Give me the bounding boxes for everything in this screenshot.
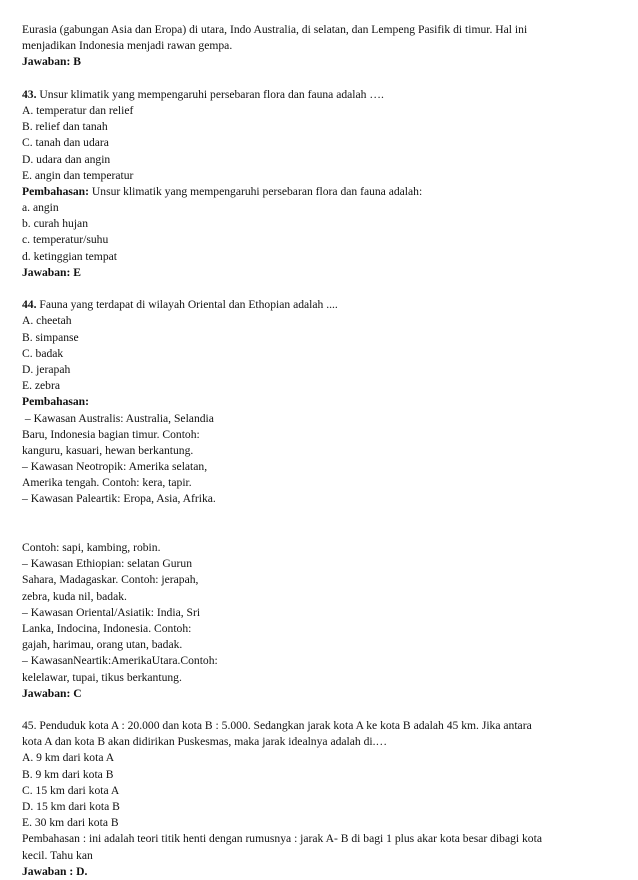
q45-discussion-line-2: kecil. Tahu kan — [22, 848, 93, 862]
q44-option-a: A. cheetah — [22, 314, 72, 328]
q44-line-b4: zebra, kuda nil, badak. — [22, 589, 127, 603]
q44-line-b1: Contoh: sapi, kambing, robin. — [22, 541, 161, 554]
document-page — [22, 22, 622, 880]
q44-line-a4: – Kawasan Neotropik: Amerika selatan, — [22, 460, 208, 474]
q44-option-e: E. zebra — [22, 379, 60, 393]
q44-text: Fauna yang terdapat di wilayah Oriental dan Ethopian adalah .... — [36, 298, 338, 312]
intro-line-1: Eurasia (gabungan Asia dan Eropa) di utara, Indo Australia, di selatan, dan Lempeng Pasifik di timur. Hal ini — [22, 23, 528, 36]
intro-line-2: menjadikan Indonesia menjadi rawan gempa. — [22, 39, 233, 53]
q45-discussion-line-1: Pembahasan : ini adalah teori titik henti dengan rumusnya : jarak A- B di bagi 1 plus akar kota besar dibagi kota — [22, 832, 542, 846]
q44-line-b7: gajah, harimau, orang utan, badak. — [22, 638, 183, 652]
q44-line-a2: Baru, Indonesia bagian timur. Contoh: — [22, 427, 200, 441]
q43-option-e: E. angin dan temperatur — [22, 168, 134, 182]
q44-question — [22, 297, 622, 313]
q43-answer: Jawaban: E — [22, 265, 81, 279]
q43-option-d: D. udara dan angin — [22, 152, 111, 166]
q45-question-line-1: 45. Penduduk kota A : 20.000 dan kota B : 5.000. Sedangkan jarak kota A ke kota B adalah 45 km. Jika antara — [22, 719, 532, 733]
q43-point-a: a. angin — [22, 201, 59, 215]
q45-option-b: B. 9 km dari kota B — [22, 767, 114, 781]
q43-point-c: c. temperatur/suhu — [22, 233, 109, 247]
q43-discussion — [22, 184, 622, 200]
q43-question — [22, 87, 622, 103]
q43-discussion-label: Pembahasan: — [22, 184, 89, 198]
spacer — [22, 524, 622, 540]
q44-line-a1: – Kawasan Australis: Australia, Selandia — [22, 411, 214, 425]
q44-line-b6: Lanka, Indocina, Indonesia. Contoh: — [22, 621, 192, 635]
q44-answer: Jawaban: C — [22, 686, 82, 700]
spacer — [22, 508, 622, 524]
q44-line-b2: – Kawasan Ethiopian: selatan Gurun — [22, 557, 192, 571]
q44-line-b5: – Kawasan Oriental/Asiatik: India, Sri — [22, 605, 201, 619]
q44-option-c: C. badak — [22, 346, 64, 360]
q43-point-d: d. ketinggian tempat — [22, 249, 117, 263]
q43-option-a: A. temperatur dan relief — [22, 103, 134, 117]
q44-line-a6: – Kawasan Paleartik: Eropa, Asia, Afrika. — [22, 492, 216, 506]
q43-number: 43. — [22, 87, 37, 101]
spacer — [22, 71, 622, 87]
q44-line-a5: Amerika tengah. Contoh: kera, tapir. — [22, 476, 192, 490]
q43-text: Unsur klimatik yang mempengaruhi persebaran flora dan fauna adalah …. — [36, 87, 384, 101]
q43-discussion-text: Unsur klimatik yang mempengaruhi persebaran flora dan fauna adalah: — [89, 184, 423, 198]
q44-line-b9: kelelawar, tupai, tikus berkantung. — [22, 670, 182, 684]
q44-line-b3: Sahara, Madagaskar. Contoh: jerapah, — [22, 573, 199, 587]
q44-discussion-label: Pembahasan: — [22, 395, 89, 409]
q44-line-b8: – KawasanNeartik:AmerikaUtara.Contoh: — [22, 654, 218, 668]
q45-option-c: C. 15 km dari kota A — [22, 783, 120, 797]
q45-option-a: A. 9 km dari kota A — [22, 751, 115, 765]
spacer — [22, 702, 622, 718]
q44-option-d: D. jerapah — [22, 362, 71, 376]
q45-option-d: D. 15 km dari kota B — [22, 800, 120, 813]
q44-option-b: B. simpanse — [22, 330, 79, 344]
q45-answer: Jawaban : D. — [22, 864, 88, 878]
q43-point-b: b. curah hujan — [22, 217, 88, 231]
q44-line-a3: kanguru, kasuari, hewan berkantung. — [22, 443, 194, 457]
q43-option-b: B. relief dan tanah — [22, 120, 108, 134]
q43-option-c: C. tanah dan udara — [22, 136, 109, 150]
intro-answer: Jawaban: B — [22, 55, 81, 69]
q44-number: 44. — [22, 298, 37, 312]
q45-question-line-2: kota A dan kota B akan didirikan Puskesmas, maka jarak idealnya adalah di.… — [22, 735, 388, 749]
spacer — [22, 281, 622, 297]
q45-option-e: E. 30 km dari kota B — [22, 816, 119, 830]
